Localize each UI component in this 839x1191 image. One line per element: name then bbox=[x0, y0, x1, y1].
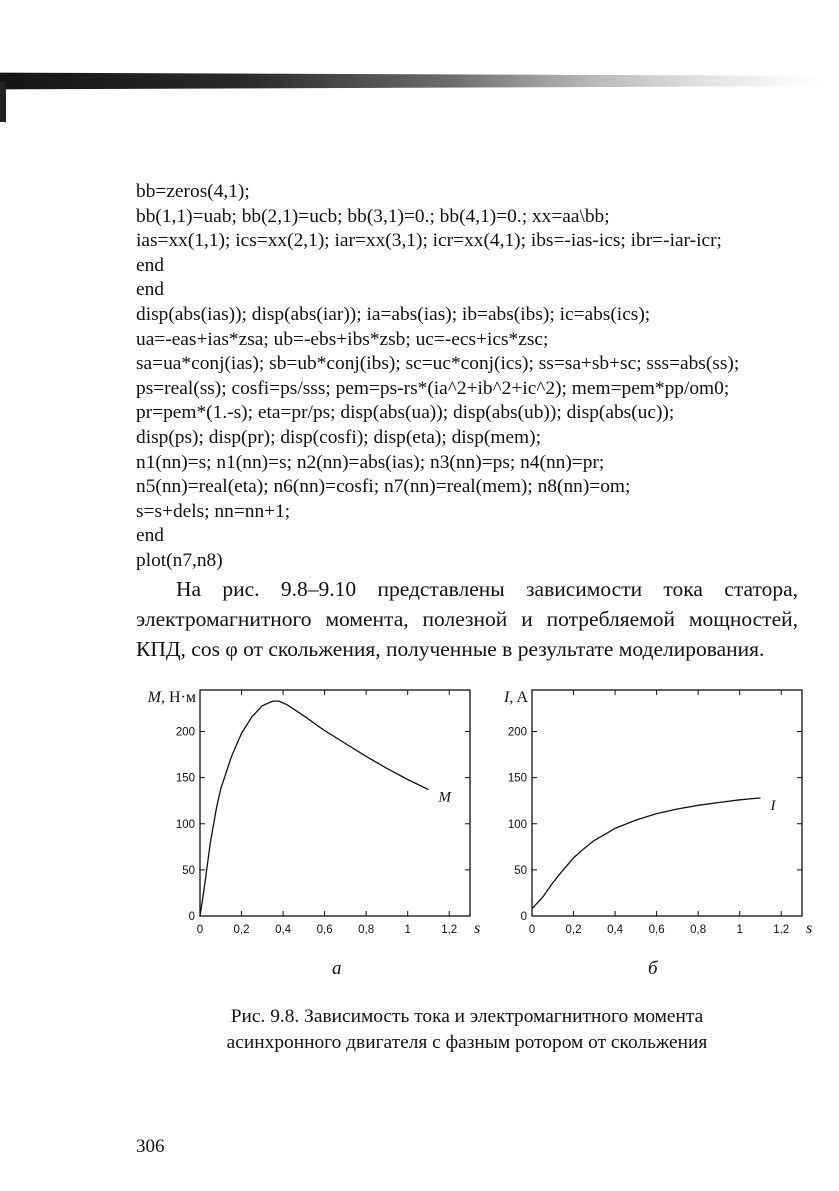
page-number: 306 bbox=[136, 1136, 165, 1157]
y-tick-label: 200 bbox=[507, 726, 527, 739]
scan-edge-mark bbox=[0, 82, 6, 122]
code-line: disp(abs(ias)); disp(abs(iar)); ia=abs(ias); ib=abs(ibs); ic=abs(ics); bbox=[136, 303, 651, 325]
x-tick-label: 0,6 bbox=[648, 924, 665, 936]
code-line: bb=zeros(4,1); bbox=[136, 181, 250, 202]
y-tick-label: 0 bbox=[188, 911, 195, 923]
plot-frame bbox=[532, 690, 802, 916]
body-paragraph bbox=[136, 574, 798, 664]
code-line: end bbox=[136, 279, 164, 301]
x-tick-label: 1 bbox=[736, 924, 743, 936]
chart-svg bbox=[136, 680, 481, 950]
y-axis-title: M, Н·м bbox=[147, 689, 196, 706]
series-label: M bbox=[438, 789, 451, 806]
plot-frame bbox=[200, 690, 470, 916]
x-tick-label: 0,6 bbox=[316, 924, 333, 936]
code-line: ua=-eas+ias*zsa; ub=-ebs+ibs*zsb; uc=-ecs+ics*zsc; bbox=[136, 328, 549, 350]
code-line: n5(nn)=real(eta); n6(nn)=cosfi; n7(nn)=real(mem); n8(nn)=om; bbox=[136, 476, 631, 498]
y-tick-label: 50 bbox=[182, 864, 195, 877]
x-tick-label: 0 bbox=[196, 924, 204, 936]
code-line: ias=xx(1,1); ics=xx(2,1); iar=xx(3,1); icr=xx(4,1); ibs=-ias-ics; ibr=-iar-icr; bbox=[136, 230, 722, 252]
code-line: ps=real(ss); cosfi=ps/sss; pem=ps-rs*(ia^2+ib^2+ic^2); mem=pem*pp/om0; bbox=[136, 377, 730, 399]
code-line: bb(1,1)=uab; bb(2,1)=ucb; bb(3,1)=0.; bb(4,1)=0.; xx=aa\bb; bbox=[136, 205, 610, 227]
x-tick-label: 0 bbox=[528, 924, 536, 936]
scan-top-stripe bbox=[0, 68, 820, 94]
chart-torque bbox=[136, 680, 481, 950]
series-line-I bbox=[532, 798, 761, 909]
x-tick-label: 0,8 bbox=[690, 924, 707, 936]
x-tick-label: 0,4 bbox=[275, 924, 292, 936]
x-axis-title: s bbox=[806, 920, 813, 937]
chart-svg bbox=[468, 680, 813, 950]
x-tick-label: 0,8 bbox=[358, 924, 375, 936]
x-tick-label: 1 bbox=[404, 924, 411, 936]
code-line: sa=ua*conj(ias); sb=ub*conj(ibs); sc=uc*conj(ics); ss=sa+sb+sc; sss=abs(ss); bbox=[136, 353, 740, 375]
figure-caption-line-2: асинхронного двигателя с фазным ротором от скольжения bbox=[226, 1032, 708, 1053]
y-tick-label: 150 bbox=[175, 772, 195, 785]
code-line: end bbox=[136, 254, 164, 276]
y-tick-label: 100 bbox=[507, 818, 527, 831]
x-tick-label: 0,2 bbox=[565, 924, 582, 936]
y-tick-label: 200 bbox=[175, 726, 195, 739]
code-line: plot(n7,n8) bbox=[136, 549, 223, 571]
y-axis-title: I, A bbox=[504, 689, 528, 706]
chart-current bbox=[468, 680, 813, 950]
series-line-M bbox=[200, 701, 429, 916]
body-paragraph-text: На рис. 9.8–9.10 представлены зависимости тока статора, электромагнитного момента, полезной и потребляемой мощностей, КПД, cos φ от скольжения, полученные в результате моделирования. bbox=[136, 577, 798, 661]
x-tick-label: 1,2 bbox=[441, 924, 458, 936]
x-tick-label: 0,2 bbox=[233, 924, 250, 936]
code-line: s=s+dels; nn=nn+1; bbox=[136, 500, 291, 522]
code-line: end bbox=[136, 525, 164, 547]
matlab-code-listing bbox=[136, 180, 796, 574]
x-tick-label: 0,4 bbox=[607, 924, 624, 936]
figure-caption bbox=[136, 1004, 798, 1056]
code-line: n1(nn)=s; n1(nn)=s; n2(nn)=abs(ias); n3(nn)=ps; n4(nn)=pr; bbox=[136, 451, 605, 473]
y-tick-label: 0 bbox=[520, 911, 527, 923]
y-tick-label: 50 bbox=[514, 864, 527, 877]
series-label: I bbox=[770, 797, 776, 814]
y-tick-label: 150 bbox=[507, 772, 527, 785]
figure-caption-line-1: Рис. 9.8. Зависимость тока и электромагнитного момента bbox=[230, 1006, 704, 1027]
x-axis-title: s bbox=[474, 920, 481, 937]
panel-label-b: б bbox=[648, 958, 658, 979]
y-tick-label: 100 bbox=[175, 818, 195, 831]
code-line: disp(ps); disp(pr); disp(cosfi); disp(eta); disp(mem); bbox=[136, 426, 541, 448]
panel-label-a: а bbox=[332, 958, 342, 979]
code-line: pr=pem*(1.-s); eta=pr/ps; disp(abs(ua)); disp(abs(ub)); disp(abs(uc)); bbox=[136, 402, 675, 424]
x-tick-label: 1,2 bbox=[773, 924, 790, 936]
